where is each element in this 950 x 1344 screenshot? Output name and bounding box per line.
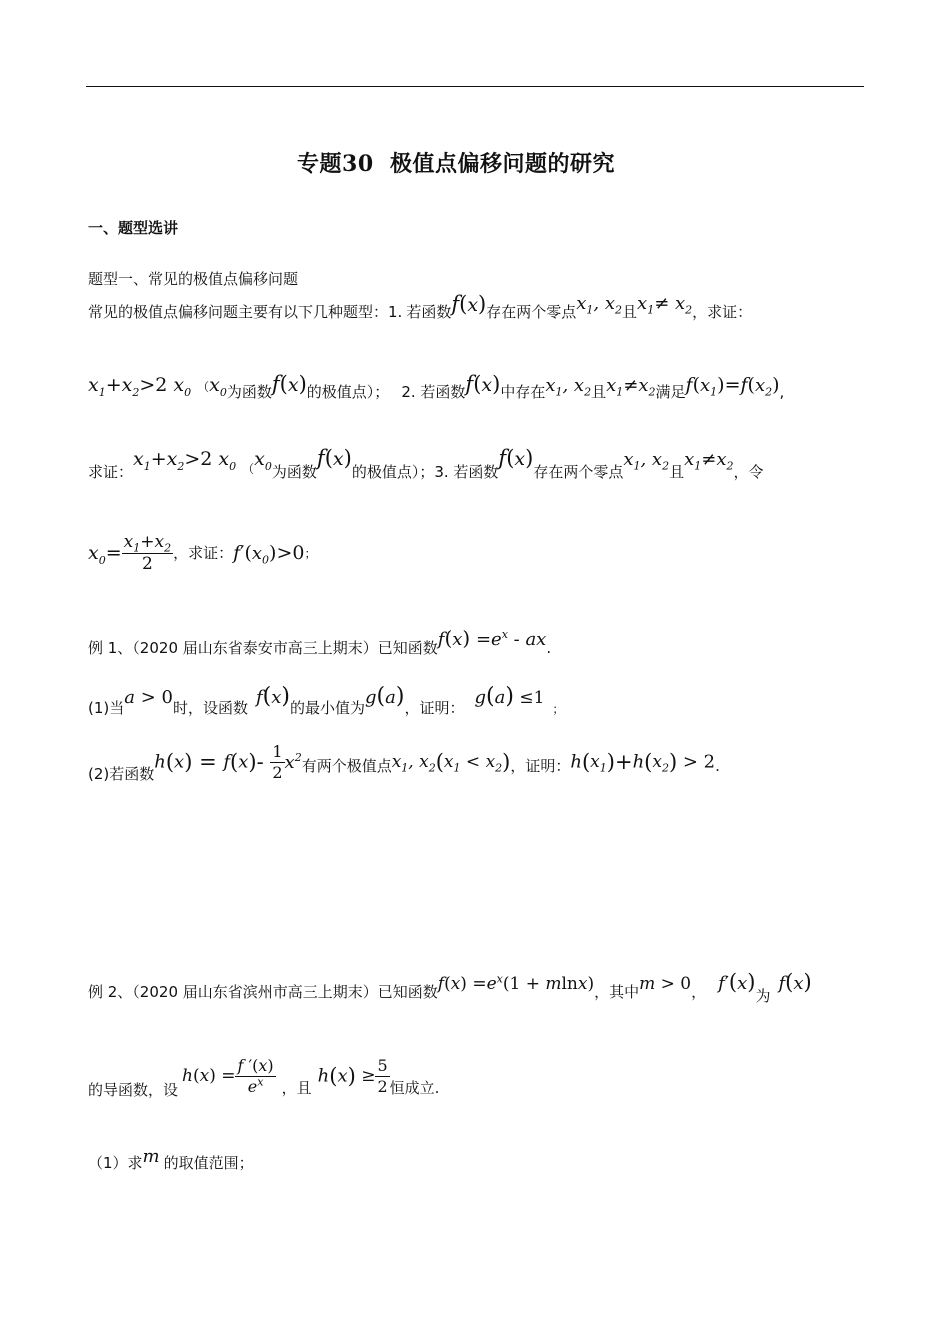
example1-part2: (2)若函数h(x) = f(x)- $\frac{1}{2}$ $x^2$有两个极值点$x_1$, $x_2(x_1 < x_2)$，证明：$h(x_1)+h(x_2) > 2$. bbox=[88, 742, 720, 783]
page-title: 专题30 极值点偏移问题的研究 bbox=[297, 151, 615, 177]
example1-statement: 例 1、（2020 届山东省泰安市高三上期末）已知函数$f(x) =e^x$ - ax. bbox=[88, 626, 552, 657]
intro-line-1: 常见的极值点偏移问题主要有以下几种题型：1. 若函数f(x)存在两个零点$x_1$, $x_2$且$x_1\ne x_2$，求证： bbox=[88, 292, 753, 321]
example2-statement: 例 2、（2020 届山东省滨州市高三上期末）已知函数$f(x) =e^x(1 + mlnx)$，其中m > 0， f′(x)为f(x) bbox=[88, 970, 812, 1005]
example2-part1: （1）求m 的取值范围； bbox=[88, 1146, 254, 1172]
example2-continued: 的导函数，设h(x) = $\frac{f '(x)}{e^x}$ ，且h(x) ≥ $\frac{5}{2}$ 恒成立. bbox=[88, 1056, 440, 1099]
section-heading: 一、题型选讲 bbox=[88, 219, 179, 237]
intro-line-2: $x_1+x_2>2$ $x_0$ （$x_0$为函数f(x)的极值点）； 2. 若函数f(x)中存在$x_1$, $x_2$且$x_1\ne x_2$满足$f(x_1)=f(x_2)$, bbox=[88, 372, 785, 401]
intro-line-3: 求证：$x_1+x_2>2$ $x_0$ $_(x_0$为函数f(x)的极值点）；3. 若函数f(x)存在两个零点$x_1$, $x_2$且$x_1\ne x_2$，令 bbox=[88, 446, 764, 481]
type-heading: 题型一、常见的极值点偏移问题 bbox=[88, 270, 299, 288]
header-rule bbox=[86, 86, 864, 87]
intro-line-4: $x_0=$ $\frac{x_1+x_2}{2}$ ，求证：$f'(x_0)>0$； bbox=[88, 532, 317, 574]
example1-part1: (1)当a > 0时，设函数 f(x)的最小值为g(a)，证明： $g(a) \le 1_;$ bbox=[88, 684, 565, 717]
